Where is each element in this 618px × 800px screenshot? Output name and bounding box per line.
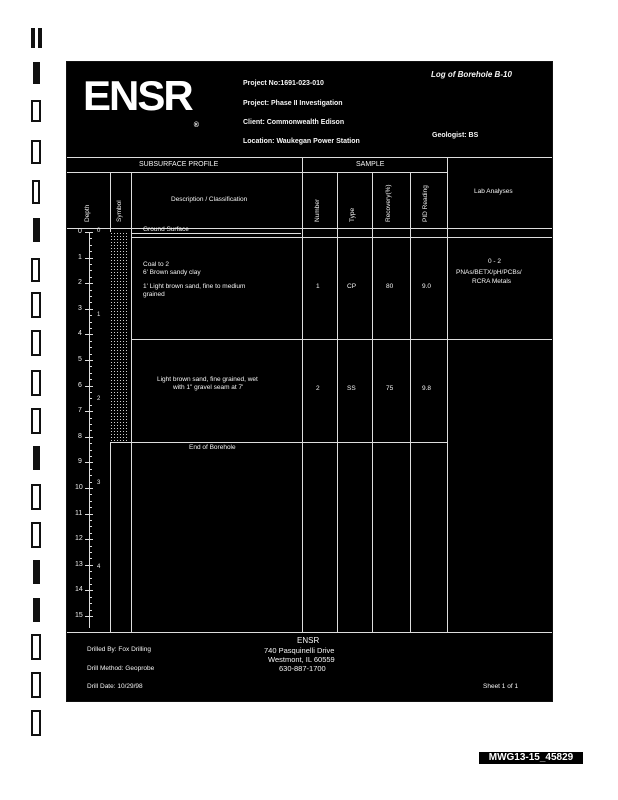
depth-minor-tick (89, 347, 92, 348)
depth-minor-tick (89, 341, 92, 342)
sample-2-pid: 9.8 (422, 385, 432, 392)
drilled-by: Drilled By: Fox Drilling (87, 646, 151, 653)
depth-minor-tick (89, 277, 92, 278)
binder-mark (31, 408, 41, 434)
layer2-description-1: Light brown sand, fine grained, wet (157, 376, 258, 383)
binder-mark (38, 28, 42, 48)
depth-minor-tick (89, 315, 92, 316)
depth-minor-tick (89, 571, 92, 572)
binder-mark (31, 330, 41, 356)
depth-ft-label: 4 (78, 330, 82, 338)
depth-ft-label: 0 (78, 228, 82, 235)
depth-minor-tick (89, 296, 92, 297)
depth-ft-label: 5 (78, 356, 82, 363)
depth-ft-label: 7 (78, 407, 82, 415)
binder-mark (31, 484, 41, 510)
lab-analysis-interval: 0 - 2 (488, 258, 502, 265)
layer2-description-2: with 1" gravel seam at 7' (173, 384, 244, 391)
depth-minor-tick (89, 430, 92, 431)
depth-major-tick (85, 462, 93, 463)
depth-ft-label: 15 (75, 612, 83, 619)
depth-major-tick (85, 232, 93, 233)
depth-minor-tick (89, 507, 92, 508)
client-name: Client: Commonwealth Edison (243, 119, 345, 126)
project-name: Project: Phase II Investigation (243, 100, 343, 107)
depth-minor-tick (89, 405, 92, 406)
depth-minor-tick (89, 494, 92, 495)
depth-major-tick (85, 386, 93, 387)
depth-minor-tick (89, 290, 92, 291)
sample-1-number: 1 (316, 283, 320, 290)
depth-minor-tick (89, 520, 92, 521)
depth-major-tick (85, 514, 93, 515)
borehole-log-sheet (66, 61, 553, 702)
depth-minor-tick (89, 558, 92, 559)
binder-mark (31, 370, 41, 396)
log-title: Log of Borehole B-10 (431, 70, 512, 79)
lab-analyses-column-header: Lab Analyses (474, 188, 513, 195)
depth-minor-tick (89, 379, 92, 380)
sample-1-recovery: 80 (386, 283, 394, 290)
depth-minor-tick (89, 398, 92, 399)
depth-major-tick (85, 309, 93, 310)
pid-column-header: PID Reading (422, 185, 429, 222)
binder-mark (31, 710, 41, 736)
sample-2-recovery: 75 (386, 385, 394, 392)
depth-minor-tick (89, 245, 92, 246)
depth-m-label: 3 (97, 479, 101, 486)
depth-minor-tick (89, 322, 92, 323)
depth-minor-tick (89, 526, 92, 527)
layer-boundary-1 (131, 237, 552, 238)
depth-major-tick (85, 616, 93, 617)
binder-mark (31, 100, 41, 122)
lab-analysis-metals: RCRA Metals (472, 278, 512, 285)
project-number: Project No:1691-023-010 (243, 80, 324, 87)
table-top-border (67, 157, 552, 158)
depth-minor-tick (89, 501, 92, 502)
end-of-borehole-line (110, 442, 447, 443)
depth-ft-label: 12 (75, 535, 83, 543)
depth-minor-tick (89, 578, 92, 579)
layer-boundary-2 (131, 339, 552, 340)
depth-minor-tick (89, 450, 92, 451)
sample-1-type: CP (347, 283, 357, 290)
binder-mark (31, 28, 35, 48)
number-column-header: Number (314, 198, 321, 222)
depth-ft-label: 6 (78, 381, 82, 389)
binder-mark (31, 140, 41, 164)
depth-minor-tick (89, 610, 92, 611)
footer-phone: 630-887-1700 (279, 664, 326, 673)
document-stamp: MWG13-15_45829 (479, 752, 583, 764)
binder-mark (33, 218, 40, 242)
depth-minor-tick (89, 328, 92, 329)
depth-ft-label: 8 (78, 432, 82, 440)
depth-minor-tick (89, 469, 92, 470)
lab-analysis-parameters: PNAs/BETX/pH/PCBs/ (456, 269, 522, 276)
end-of-borehole-label: End of Borehole (189, 444, 236, 451)
depth-minor-tick (89, 546, 92, 547)
depth-ft-label: 3 (78, 304, 82, 312)
depth-ft-label: 14 (75, 586, 83, 594)
depth-major-tick (85, 334, 93, 335)
col-div-pid (447, 157, 448, 632)
binder-mark (32, 180, 40, 204)
col-div-description (302, 157, 303, 632)
depth-minor-tick (89, 603, 92, 604)
sample-header: SAMPLE (356, 161, 385, 168)
depth-ft-label: 13 (75, 560, 83, 568)
soil-symbol-pattern (110, 232, 128, 442)
section-header-divider (67, 172, 447, 173)
depth-ft-label: 9 (78, 458, 82, 466)
binder-mark (33, 62, 40, 84)
recovery-column-header: Recovery(%) (385, 184, 392, 222)
col-div-type (372, 172, 373, 632)
depth-major-tick (85, 360, 93, 361)
depth-major-tick (85, 258, 93, 259)
binder-mark (31, 634, 41, 660)
binder-mark (33, 560, 40, 584)
symbol-column-header: Symbol (116, 200, 123, 222)
location: Location: Waukegan Power Station (243, 138, 360, 145)
depth-minor-tick (89, 302, 92, 303)
depth-ft-label: 10 (75, 484, 83, 491)
depth-minor-tick (89, 584, 92, 585)
depth-minor-tick (89, 238, 92, 239)
col-div-number (337, 172, 338, 632)
depth-m-label: 2 (97, 395, 101, 402)
depth-minor-tick (89, 424, 92, 425)
binder-mark (33, 446, 40, 470)
layer1-description-1: Coal to 2 (143, 261, 170, 268)
subsurface-profile-header: SUBSURFACE PROFILE (139, 161, 219, 168)
ensr-logo: ENSR® (83, 72, 197, 129)
depth-m-label: 4 (97, 563, 101, 570)
depth-minor-tick (89, 443, 92, 444)
depth-minor-tick (89, 354, 92, 355)
description-column-header: Description / Classification (171, 196, 248, 203)
type-column-header: Type (349, 207, 356, 222)
depth-minor-tick (89, 475, 92, 476)
depth-minor-tick (89, 373, 92, 374)
depth-major-tick (85, 411, 93, 412)
depth-minor-tick (89, 366, 92, 367)
depth-minor-tick (89, 533, 92, 534)
drill-date: Drill Date: 10/29/98 (87, 683, 143, 690)
depth-m-label: 0 (97, 228, 101, 234)
layer1-description-4: grained (143, 291, 165, 298)
depth-major-tick (85, 590, 93, 591)
depth-minor-tick (89, 552, 92, 553)
column-header-divider (67, 228, 552, 229)
depth-ft-label: 2 (78, 279, 82, 287)
sample-2-number: 2 (316, 385, 320, 392)
binder-mark (31, 292, 41, 318)
depth-minor-tick (89, 456, 92, 457)
binder-mark (33, 598, 40, 622)
footer-address-1: 740 Pasquinelli Drive (264, 646, 335, 655)
depth-minor-tick (89, 482, 92, 483)
footer-company: ENSR (297, 636, 320, 645)
depth-column-header: Depth (84, 204, 91, 222)
layer1-description-3: 1' Light brown sand, fine to medium (143, 283, 246, 290)
depth-major-tick (85, 283, 93, 284)
binder-mark (31, 522, 41, 548)
col-div-symbol (131, 172, 132, 632)
depth-minor-tick (89, 270, 92, 271)
sample-2-type: SS (347, 385, 356, 392)
table-bottom-border (67, 632, 552, 633)
ground-surface-label: Ground Surface (143, 226, 189, 233)
drill-method: Drill Method: Geoprobe (87, 665, 155, 672)
depth-major-tick (85, 437, 93, 438)
depth-major-tick (85, 488, 93, 489)
depth-ft-label: 11 (75, 509, 83, 517)
binder-mark (31, 672, 41, 698)
depth-ft-label: 1 (78, 253, 82, 261)
depth-major-tick (85, 565, 93, 566)
depth-m-label: 1 (97, 311, 101, 318)
depth-minor-tick (89, 597, 92, 598)
sample-1-pid: 9.0 (422, 283, 432, 290)
depth-minor-tick (89, 264, 92, 265)
depth-minor-tick (89, 251, 92, 252)
depth-minor-tick (89, 418, 92, 419)
col-div-recovery (410, 172, 411, 632)
sheet-number: Sheet 1 of 1 (483, 683, 519, 690)
depth-major-tick (85, 539, 93, 540)
geologist: Geologist: BS (432, 132, 479, 139)
footer-address-2: Westmont, IL 60559 (268, 655, 335, 664)
layer1-description-2: 6' Brown sandy clay (143, 269, 201, 276)
binder-mark (31, 258, 40, 282)
depth-minor-tick (89, 392, 92, 393)
